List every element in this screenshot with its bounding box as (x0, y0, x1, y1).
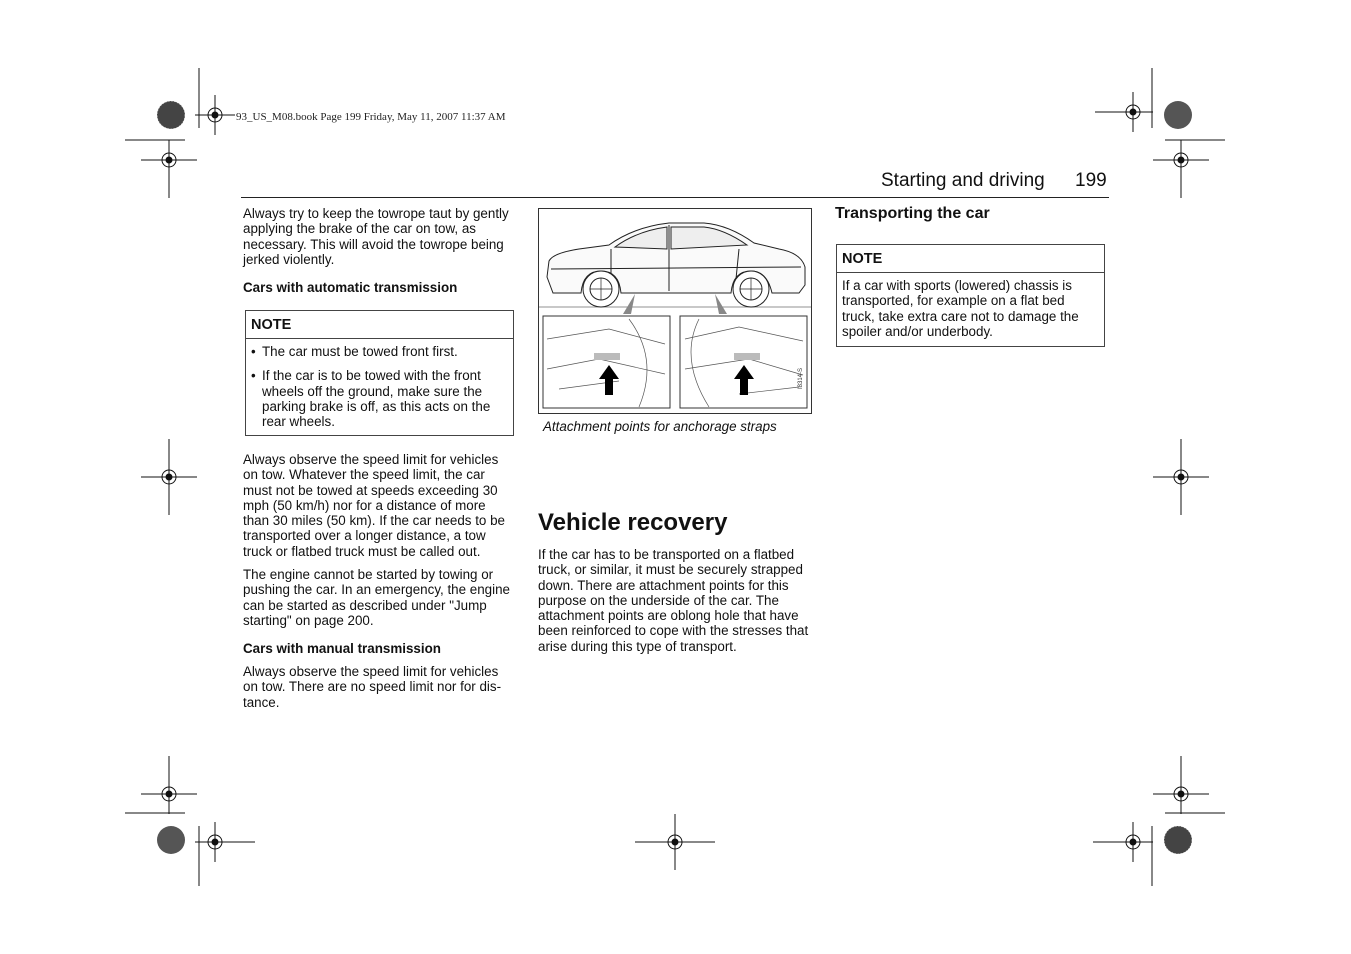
header-rule (241, 197, 1109, 198)
figure-caption: Attachment points for anchorage straps (543, 419, 777, 434)
automatic-note-box (245, 310, 514, 436)
print-info: 93_US_M08.book Page 199 Friday, May 11, 2007 11:37 AM (236, 111, 506, 123)
chapter-title: Starting and driving (881, 170, 1045, 191)
manual-paragraph: Always observe the speed limit for vehicles on tow. There are no speed limit nor for dis-tance. (243, 664, 502, 710)
transport-note-box (836, 244, 1105, 347)
figure-code: I8314-S (798, 367, 804, 389)
vehicle-recovery-title: Vehicle recovery (538, 509, 728, 536)
recovery-paragraph: If the car has to be transported on a flatbed truck, or similar, it must be securely strapped down. There are attachment points for this purpose on the underside of the car. The attachment points are oblong hole that have been reinforced to cope with the stresses that arise during this type of transport. (538, 547, 809, 654)
bullet-dot: • (251, 344, 256, 359)
note-bullet-text: If the car is to be towed with the front wheels off the ground, make sure the parking brake is off, as this acts on the rear wheels. (262, 368, 491, 430)
car-figure (538, 208, 812, 414)
manual-transmission-heading: Cars with manual transmission (243, 641, 441, 656)
note-title: NOTE (837, 245, 1104, 273)
transport-note-text: If a car with sports (lowered) chassis is transported, for example on a flat bed truck, take extra care not to damage the spoiler and/or underbody. (842, 278, 1079, 339)
page-number: 199 (1075, 170, 1107, 191)
note-bullet-text: The car must be towed front first. (262, 344, 458, 359)
car-illustration (539, 209, 811, 413)
towrope-paragraph: Always try to keep the towrope taut by gently applying the brake of the car on tow, as necessary. This will avoid the towrope being jerked violently. (243, 206, 509, 267)
engine-paragraph: The engine cannot be started by towing or pushing the car. In an emergency, the engine can be started as described under "Jump starting" on page 200. (243, 567, 511, 628)
speed-limit-paragraph: Always observe the speed limit for vehicles on tow. Whatever the speed limit, the car must not be towed at speeds exceeding 30 mph (50 km/h) nor for a distance of more than 30 miles (50 km). If the car needs to be transported over a longer distance, a tow truck or flatbed truck must be called out. (243, 452, 505, 559)
note-bullet (251, 344, 508, 359)
note-bullet (251, 368, 508, 429)
automatic-transmission-heading: Cars with automatic transmission (243, 280, 458, 295)
note-title: NOTE (246, 311, 513, 339)
bullet-dot: • (251, 368, 256, 384)
transporting-heading: Transporting the car (835, 205, 990, 222)
